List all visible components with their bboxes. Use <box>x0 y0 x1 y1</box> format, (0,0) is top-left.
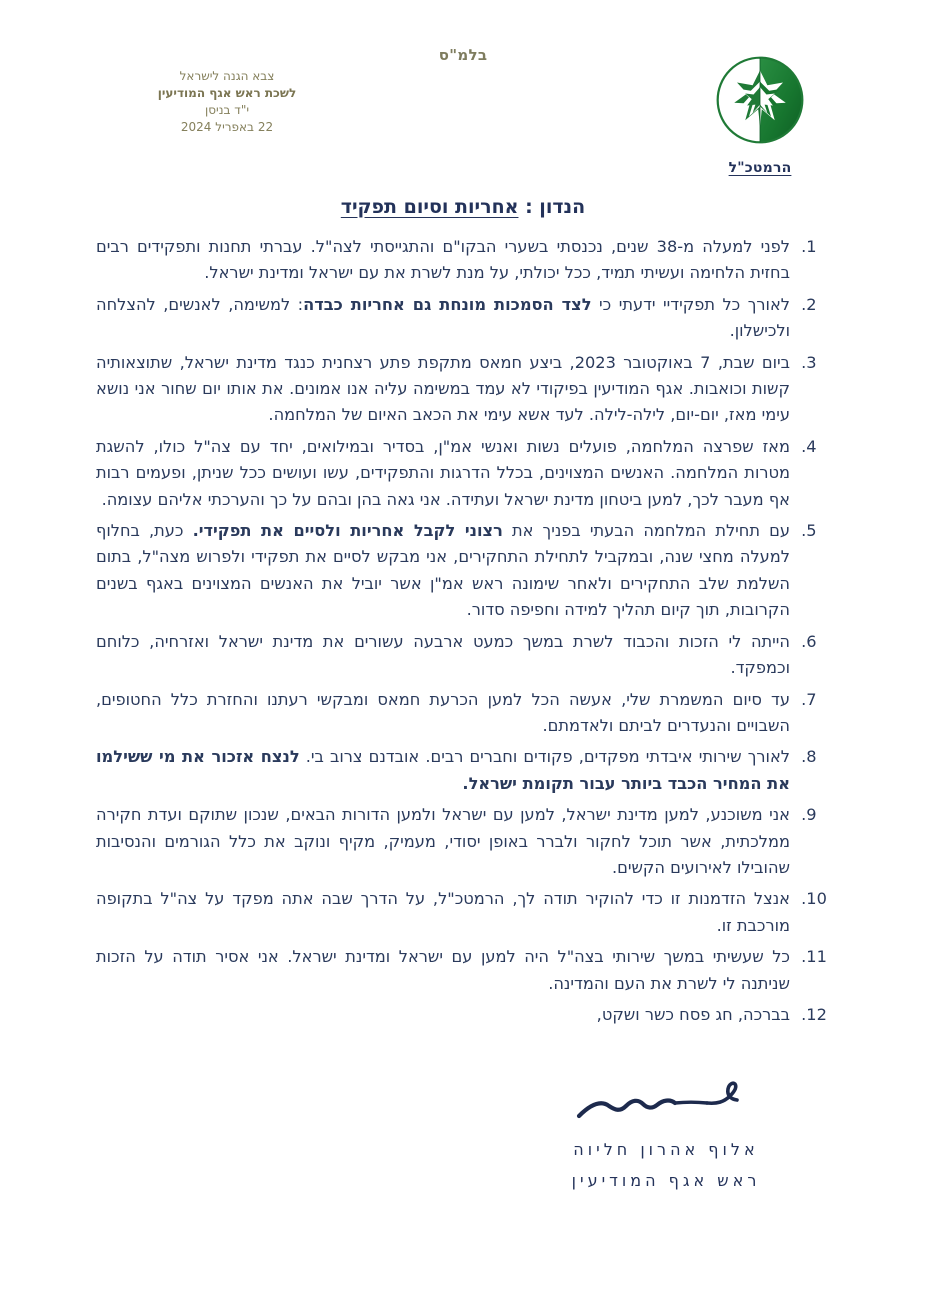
clause-text: כל שעשיתי במשך שירותי בצה"ל היה למען עם ישראל ומדינת ישראל. אני אסיר תודה על הזכות שניתנה לי לשרת את העם והמדינה. <box>96 947 790 993</box>
clause-text: לאורך כל תפקידיי ידעתי כי <box>591 294 790 314</box>
clause-emphasis: לצד הסמכות מונחת גם אחריות כבדה <box>303 294 592 314</box>
clause-text: אנצל הזדמנות זו כדי להוקיר תודה לך, הרמטכ"ל, על הדרך שבה אתה מפקד על צה"ל בתקופה מורכבת זו. <box>96 889 790 935</box>
clause-item <box>96 234 796 287</box>
signatory-role: ראש אגף המודיעין <box>571 1171 761 1191</box>
emblem-block <box>700 54 820 176</box>
letterhead-office: לשכת ראש אגף המודיעין <box>157 86 297 101</box>
clause-text: הייתה לי הזכות והכבוד לשרת במשך כמעט ארבעה עשורים את מדינת ישראל ואזרחיה, כלוחם וכמפקד. <box>96 631 790 678</box>
clause-emphasis: רצוני לקבל אחריות ולסיים את תפקידי. <box>192 521 503 541</box>
clause-text: : למשימה, לאנשים, להצלחה ולכישלון. <box>96 294 790 341</box>
clause-item <box>96 687 796 740</box>
clause-item <box>96 629 796 682</box>
clause-list <box>96 234 830 1028</box>
subject-label: הנדון : <box>525 196 586 218</box>
letterhead <box>134 68 320 136</box>
clause-item <box>96 886 796 939</box>
clause-item <box>96 744 796 797</box>
clause-text: מאז שפרצה המלחמה, פועלים נשות ואנשי אמ"ן, בסדיר ובמילואים, יחד עם צה"ל כולו, להשגת מטרות המלחמה. האנשים המצוינים, בכלל הדרגות והתפקידים, עשו ועושים ככל שניתן, ופעמים רבות אף מעבר לכך, למען ביטחון מדינת ישראל ועתידה. אני גאה בהן ובהם על כך והערכתי אליהם עצומה. <box>96 436 790 509</box>
clause-text: לאורך שירותי איבדתי מפקדים, פקודים וחברים רבים. אובדנם צרוב בי. <box>299 747 790 767</box>
clause-text: ביום שבת, 7 באוקטובר 2023, ביצע חמאס מתקפת פתע רצחנית כנגד מדינת ישראל, שתוצאותיה קשות וכואבות. אגף המודיעין בפיקודי לא עמד במשימה עליה אנו אמונים. את אותו יום שחור אני נושא עימי מאז, יום-יום, לילה-לילה. לעד אשא עימי את הכאב האיום של המלחמה. <box>96 352 790 425</box>
clause-item <box>96 350 796 429</box>
letterhead-hebrew-date: י"ד בניסן <box>204 103 250 118</box>
clause-item <box>96 944 796 997</box>
clause-text: לפני למעלה מ-38 שנים, נכנסתי בשערי הבקו"ם והתגייסתי לצה"ל. עברתי תחנות ותפקידים רבים בחזית הלחימה ועשיתי תמיד, ככל יכולתי, על מנת לשרת את עם ישראל ומדינת ישראל. <box>96 237 790 283</box>
clause-text: עד סיום המשמרת שלי, אעשה הכל למען הכרעת חמאס ומבקשי רעתנו והחזרת כלל החטופים, השבויים והנעדרים לביתם ולאדמתם. <box>96 689 790 735</box>
clause-text: כעת, בחלוף למעלה מחצי שנה, ובמקביל לתחילת התחקירים, אני מבקש לסיים את תפקידי ולפרוש מצה"ל, בתום השלמת שלב התחקירים ולאחר שימונה ראש אמ"ן אשר יוביל את האנשים המצוינים באגף בשנים הקרובות, תוך קיום תהליך למידה וחפיפה סדור. <box>96 521 790 620</box>
signatory-name: אלוף אהרון חליוה <box>573 1140 759 1159</box>
emblem-caption: הרמטכ"ל <box>728 160 792 176</box>
classification-marking: בלמ"ס <box>438 46 488 64</box>
clause-item <box>96 518 796 624</box>
clause-text: בברכה, חג פסח כשר ושקט, <box>596 1004 790 1024</box>
subject-value: אחריות וסיום תפקיד <box>340 196 519 218</box>
clause-item <box>96 1002 796 1028</box>
handwritten-signature-icon <box>571 1078 761 1124</box>
clause-text: עם תחילת המלחמה הבעתי בפניך את <box>502 521 791 541</box>
letterhead-gregorian-date: 22 באפריל 2024 <box>180 120 274 135</box>
letter-body <box>96 234 830 1033</box>
clause-item <box>96 434 796 513</box>
clause-item <box>96 292 796 345</box>
clause-item <box>96 802 796 881</box>
clause-text: אני משוכנע, למען מדינת ישראל, למען עם ישראל ולמען הדורות הבאים, שנכון שתוקם ועדת חקירה ממלכתית, אשר תוכל לחקור ולברר באופן יסודי, מעמיק, מקיף ונוקב את כלל הגורמים והנסיבות שהובילו לאירועים הקשים. <box>96 805 790 877</box>
letterhead-organization: צבא הגנה לישראל <box>179 69 275 83</box>
subject-line <box>0 196 926 218</box>
aman-intelligence-directorate-emblem-icon <box>714 54 806 146</box>
signature-block <box>0 1078 926 1196</box>
clause-emphasis: לנצח אזכור את מי ששילמו את המחיר הכבד ביותר עבור תקומת ישראל. <box>96 747 790 793</box>
